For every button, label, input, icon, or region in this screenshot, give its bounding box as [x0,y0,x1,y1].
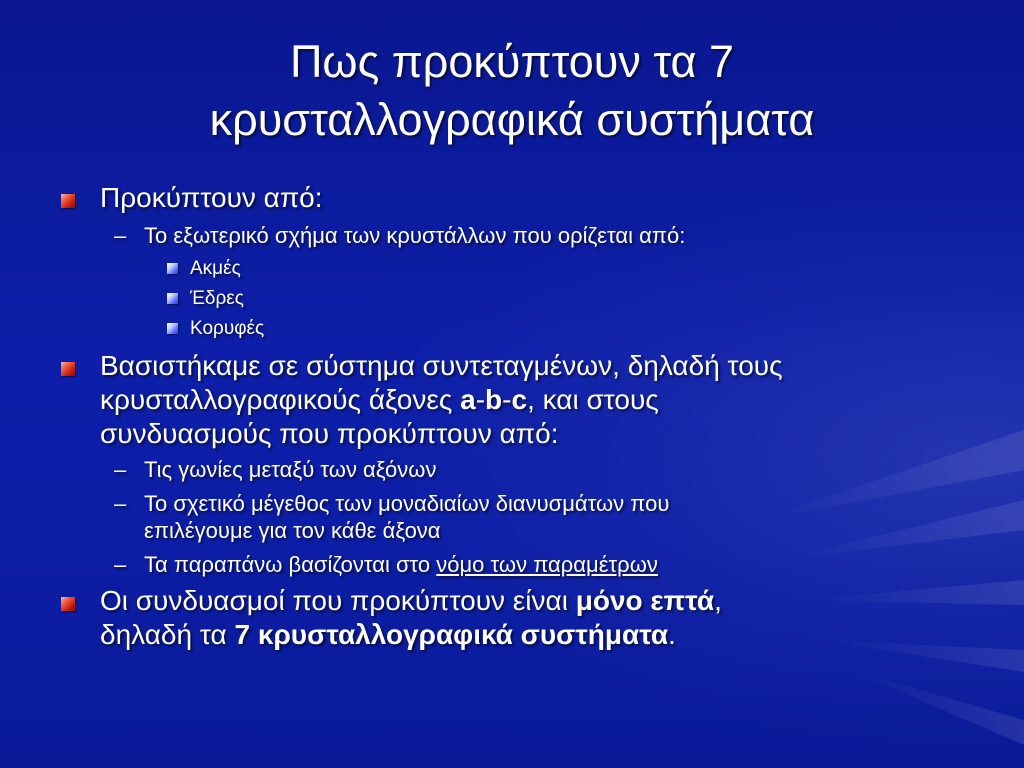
axis-a: a [460,384,476,415]
red-square-bullet-icon [61,597,75,611]
title-line-2: κρυσταλλογραφικά συστήματα [209,94,815,145]
item-2-sub-3 [144,551,964,578]
item-2-line-2-text: κρυσταλλογραφικούς άξονες [100,384,461,415]
red-square-bullet-icon [61,362,75,376]
item-2-sub-2-line-1: Το σχετικό μέγεθος των μοναδιαίων διανυσμάτων που [144,491,670,516]
item-1-text: Προκύπτουν από: [100,182,323,213]
item-2-sub-1: Τις γωνίες μεταξύ των αξόνων [144,457,437,482]
item-1-subsub-2: Έδρες [190,288,244,309]
blue-square-bullet-icon [167,293,178,304]
title-line-1: Πως προκύπτουν τα 7 [289,36,735,87]
dash-bullet: – [114,223,127,248]
item-2-sub-2-line-2: επιλέγουμε για τον κάθε άξονα [144,518,441,543]
item-3-emphasis: μόνο επτά [575,585,715,616]
item-3-line-2-tail: . [668,619,676,650]
dash-bullet: – [114,457,127,482]
item-3-line-2 [100,618,1000,652]
dash-bullet: – [114,491,127,516]
item-2-sub-3-text: Τα παραπάνω βασίζονται στο [144,552,437,577]
blue-square-bullet-icon [167,323,178,334]
item-3-line-1 [100,584,1000,618]
item-1-subsub-1: Ακμές [190,258,241,279]
blue-square-bullet-icon [167,263,178,274]
item-3-line-1-text: Οι συνδυασμοί που προκύπτουν είναι [100,585,576,616]
item-2-line-2-tail: , και στους [527,384,659,415]
red-square-bullet-icon [61,194,75,208]
axis-c: c [511,384,528,415]
axis-b: b [485,384,503,415]
item-3-line-2-emphasis: 7 κρυσταλλογραφικά συστήματα [234,619,669,650]
item-2-line-2 [100,383,1000,417]
axis-separator: - [475,384,486,415]
item-2-line-3: συνδυασμούς που προκύπτουν από: [100,418,559,449]
axis-separator: - [502,384,512,415]
item-2-line-1: Βασιστήκαμε σε σύστημα συντεταγμένων, δηλαδή τους [100,350,783,381]
item-1-subsub-3: Κορυφές [190,318,265,339]
item-1-sub-1: Το εξωτερικό σχήμα των κρυστάλλων που ορίζεται από: [144,223,686,248]
law-of-parameters-link[interactable]: νόμο των παραμέτρων [436,552,658,577]
dash-bullet: – [114,552,127,577]
item-3-line-1-tail: , [714,585,722,616]
item-3-line-2-text: δηλαδή τα [100,619,235,650]
